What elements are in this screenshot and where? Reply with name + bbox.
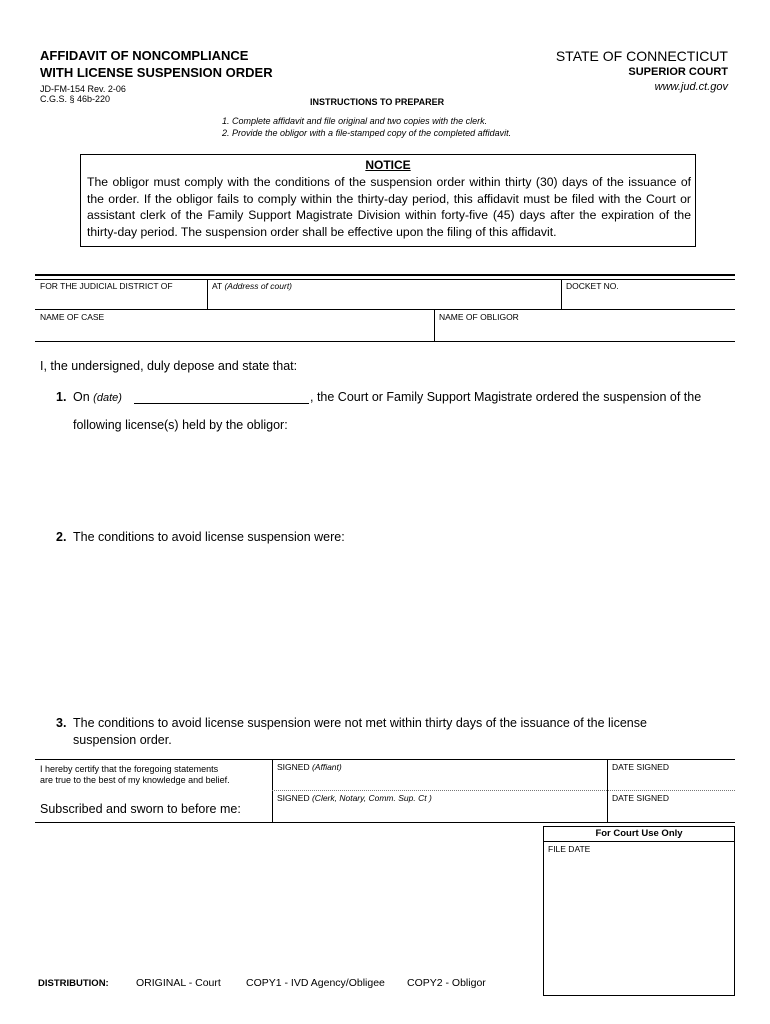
clerk-hint: (Clerk, Notary, Comm. Sup. Ct ) <box>311 793 432 803</box>
affiant-signature-label <box>277 762 342 772</box>
item-3-text: The conditions to avoid license suspension were not met within thirty days of the issuance of the license <box>73 716 647 730</box>
signature-bottom-rule <box>35 822 735 823</box>
date-signed-label: DATE SIGNED <box>612 762 669 772</box>
certification-line-2: are true to the best of my knowledge and belief. <box>40 775 230 785</box>
case-info-top-rule <box>35 274 735 276</box>
distribution-copy1: COPY1 - IVD Agency/Obligee <box>246 977 385 989</box>
item-2-number: 2. <box>56 530 67 544</box>
item-3-number: 3. <box>56 716 67 730</box>
court-website: www.jud.ct.gov <box>654 81 728 93</box>
signature-top-rule <box>35 759 735 760</box>
distribution-original: ORIGINAL - Court <box>136 977 221 989</box>
order-date-field[interactable] <box>134 388 309 403</box>
court-address-label <box>212 281 292 291</box>
docket-number-label: DOCKET NO. <box>566 281 619 291</box>
divider <box>561 279 562 309</box>
certification-text <box>40 764 230 786</box>
court-address-field[interactable] <box>212 292 557 307</box>
case-info-bottom-rule <box>35 341 735 342</box>
at-label: AT <box>212 281 223 291</box>
item-1-date-hint: (date) <box>93 392 122 404</box>
court-name: SUPERIOR COURT <box>628 66 728 78</box>
form-title-line1: AFFIDAVIT OF NONCOMPLIANCE <box>40 48 249 63</box>
conditions-field[interactable] <box>73 550 733 700</box>
order-date-line <box>134 403 309 404</box>
affiant-hint: (Affiant) <box>311 762 342 772</box>
item-3-text-line2: suspension order. <box>73 733 172 747</box>
signed-label: SIGNED <box>277 762 310 772</box>
instruction-item-2: 2. Provide the obligor with a file-stamped copy of the completed affidavit. <box>222 128 512 138</box>
certification-line-1: I hereby certify that the foregoing statements <box>40 764 219 774</box>
obligor-name-label: NAME OF OBLIGOR <box>439 312 519 322</box>
divider <box>434 309 435 341</box>
item-1-on <box>73 390 122 404</box>
statute-reference: C.G.S. § 46b-220 <box>40 94 111 104</box>
docket-number-field[interactable] <box>566 292 731 307</box>
notice-body: The obligor must comply with the conditions of the suspension order within thirty (30) days of the issuance of the order. If the obligor fails to comply within the thirty-day period, this affidavit must be filed with the Court or assistant clerk of the Family Support Magistrate Division within forty-five (45) days after the expiration of the thirty-day period. The suspension order shall be effective upon the filing of this affidavit. <box>87 175 691 239</box>
signed-label: SIGNED <box>277 793 310 803</box>
case-name-field[interactable] <box>40 323 430 339</box>
item-1-text: , the Court or Family Support Magistrate ordered the suspension of the <box>310 390 702 404</box>
signature-middle-rule <box>272 790 735 791</box>
judicial-district-field[interactable] <box>40 292 202 307</box>
notice-box <box>80 154 696 247</box>
item-1-text-line2: following license(s) held by the obligor: <box>73 418 288 432</box>
instruction-item-1: 1. Complete affidavit and file original and two copies with the clerk. <box>222 116 488 126</box>
sworn-text: Subscribed and sworn to before me: <box>40 802 241 816</box>
case-info-middle-rule <box>35 309 735 310</box>
affiant-date-field[interactable] <box>612 773 732 788</box>
clerk-signature-label <box>277 793 432 803</box>
case-info-top-rule-inner <box>35 279 735 280</box>
distribution-label: DISTRIBUTION: <box>38 978 109 989</box>
notice-heading: NOTICE <box>365 158 411 172</box>
form-number: JD-FM-154 Rev. 2-06 <box>40 84 126 94</box>
item-1-number: 1. <box>56 390 67 404</box>
divider <box>207 279 208 309</box>
court-use-box <box>543 826 735 996</box>
item-1-on-word: On <box>73 390 90 404</box>
court-use-heading: For Court Use Only <box>544 827 734 842</box>
date-signed-label: DATE SIGNED <box>612 793 669 803</box>
distribution-copy2: COPY2 - Obligor <box>407 977 486 989</box>
form-title-line2: WITH LICENSE SUSPENSION ORDER <box>40 65 273 80</box>
at-hint: (Address of court) <box>224 281 293 291</box>
clerk-signature-field[interactable] <box>277 804 603 820</box>
instructions-heading: INSTRUCTIONS TO PREPARER <box>310 97 445 107</box>
judicial-district-label: FOR THE JUDICIAL DISTRICT OF <box>40 281 173 291</box>
case-name-label: NAME OF CASE <box>40 312 105 322</box>
obligor-name-field[interactable] <box>439 323 731 339</box>
licenses-field[interactable] <box>73 438 733 518</box>
statement-intro: I, the undersigned, duly depose and state that: <box>40 359 298 373</box>
file-date-label: FILE DATE <box>548 844 591 854</box>
state-name: STATE OF CONNECTICUT <box>555 48 728 64</box>
affiant-signature-field[interactable] <box>277 773 603 788</box>
clerk-date-field[interactable] <box>612 804 732 820</box>
item-2-text: The conditions to avoid license suspension were: <box>73 530 345 544</box>
